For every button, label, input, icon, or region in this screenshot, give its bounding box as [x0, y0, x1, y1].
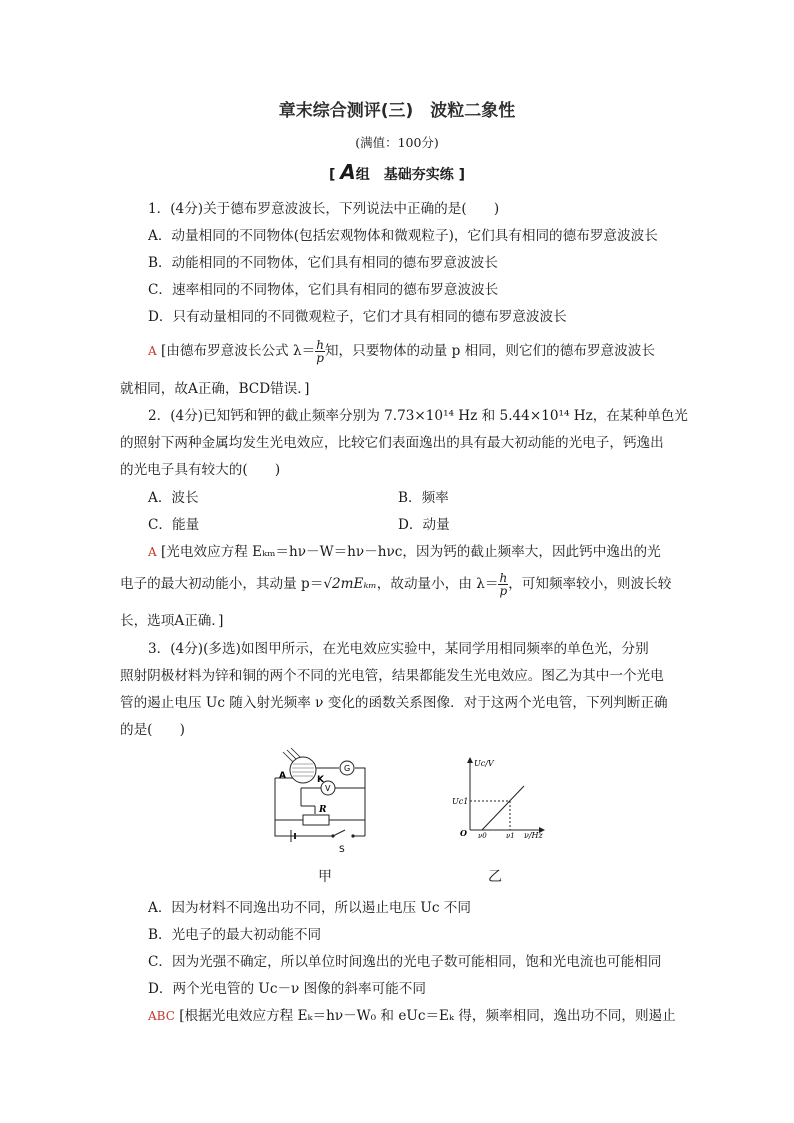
- section-heading: [0, 160, 794, 184]
- q2-option-c: C．能量: [148, 517, 200, 533]
- figure-yi-caption: 乙: [488, 869, 502, 885]
- q1-option-c: C．速率相同的不同物体，它们具有相同的德布罗意波波长: [148, 282, 499, 298]
- q3-stem-line4: 的是( ): [120, 722, 185, 738]
- q3-option-d: D．两个光电管的 Uc－ν 图像的斜率可能不同: [148, 981, 426, 997]
- label-s: S: [339, 845, 345, 855]
- q2-explanation-line1: A [光电效应方程 Eₖₘ＝hν－W＝hν－hνc，因为钙的截止频率大，因此钙中逸出的光: [148, 544, 661, 560]
- nu1-label: ν1: [506, 832, 515, 840]
- q1-explanation-line2: 就相同，故A正确，BCD错误．]: [120, 381, 310, 397]
- q1-option-d: D．只有动量相同的不同微观粒子，它们才具有相同的德布罗意波波长: [148, 309, 567, 325]
- bracket-close: ]: [458, 167, 466, 183]
- group-label: 组 基础夯实练: [355, 167, 454, 183]
- group-letter: A: [340, 160, 356, 184]
- q2-option-d: D．动量: [398, 517, 450, 533]
- uc1-label: Uc1: [452, 797, 469, 806]
- bracket-open: [: [328, 167, 336, 183]
- q2-answer-key: A: [148, 545, 157, 559]
- q1-stem: 1．(4分)关于德布罗意波波长，下列说法中正确的是( ): [148, 201, 500, 217]
- q1-answer-key: A: [148, 344, 157, 358]
- lambda-formula-fraction: $\frac{h}{p}$: [316, 338, 324, 365]
- label-v: V: [325, 784, 331, 793]
- score-note: (满值：100分): [355, 135, 439, 150]
- q1-option-a: A．动量相同的不同物体(包括宏观物体和微观粒子)，它们具有相同的德布罗意波波长: [148, 228, 658, 244]
- q3-stem-line3: 管的遏止电压 Uc 随入射光频率 ν 变化的函数关系图像．对于这两个光电管，下列判断正确: [120, 695, 668, 711]
- q3-answer-key: ABC: [148, 1009, 175, 1023]
- origin-label: O: [460, 828, 467, 838]
- q2-stem-line1: 2．(4分)已知钙和钾的截止频率分别为 7.73×10¹⁴ Hz 和 5.44×10¹⁴ Hz，在某种单色光: [148, 408, 688, 424]
- q3-explanation-line1: ABC [根据光电效应方程 Eₖ＝hν－W₀ 和 eUc＝Eₖ 得，频率相同，逸出功不同，则遏止: [148, 1008, 676, 1024]
- q3-option-c: C．因为光强不确定，所以单位时间逸出的光电子数可能相同，饱和光电流也可能相同: [148, 954, 662, 970]
- lambda-formula-fraction-2: $\frac{h}{p}$: [499, 571, 508, 598]
- page-title: 章末综合测评(三) 波粒二象性: [278, 101, 516, 121]
- q1-option-b: B．动能相同的不同物体，它们具有相同的德布罗意波波长: [148, 255, 498, 271]
- label-g: G: [344, 764, 351, 773]
- label-r: R: [319, 805, 327, 815]
- momentum-sqrt: √2mEₖₘ: [323, 576, 377, 592]
- q2-option-a: A．波长: [148, 490, 199, 506]
- q2-explanation-line2: 电子的最大初动能小，其动量 p＝√2mEₖₘ，故动量小，由 λ＝ $\frac{h}{p}$ ，可知频率较小，则波长较: [120, 571, 672, 598]
- q2-option-b: B．频率: [398, 490, 449, 506]
- x-axis-label: ν/Hz: [524, 831, 543, 840]
- q3-stem-line1: 3．(4分)(多选)如图甲所示，在光电效应实验中，某同学用相同频率的单色光，分别: [148, 641, 649, 657]
- q3-option-b: B．光电子的最大初动能不同: [148, 927, 322, 943]
- label-a: A: [279, 771, 286, 781]
- circuit-diagram: [255, 748, 385, 860]
- figure-jia-caption: 甲: [318, 869, 332, 885]
- q2-stem-line3: 的光电子具有较大的( ): [120, 462, 281, 478]
- q2-explanation-line3: 长，选项A正确．]: [120, 613, 224, 629]
- rheostat: [303, 815, 329, 825]
- y-axis-label: Uc/V: [474, 759, 494, 768]
- phototube: [290, 757, 316, 783]
- q2-stem-line2: 的照射下两种金属均发生光电效应，比较它们表面逸出的具有最大初动能的光电子，钙逸出: [120, 435, 664, 451]
- nu0-label: ν0: [478, 832, 487, 840]
- uc-nu-graph: [448, 752, 558, 840]
- uc-line: [482, 786, 524, 830]
- q3-option-a: A．因为材料不同逸出功不同，所以遏止电压 Uc 不同: [148, 900, 471, 916]
- q1-explanation-line1: A [由德布罗意波长公式 λ＝ $\frac{h}{p}$ 知，只要物体的动量 p 相同，则它们的德布罗意波波长: [148, 338, 655, 365]
- q3-stem-line2: 照射阴极材料为锌和铜的两个不同的光电管，结果都能发生光电效应。图乙为其中一个光电: [120, 668, 664, 684]
- label-k: K: [317, 775, 324, 785]
